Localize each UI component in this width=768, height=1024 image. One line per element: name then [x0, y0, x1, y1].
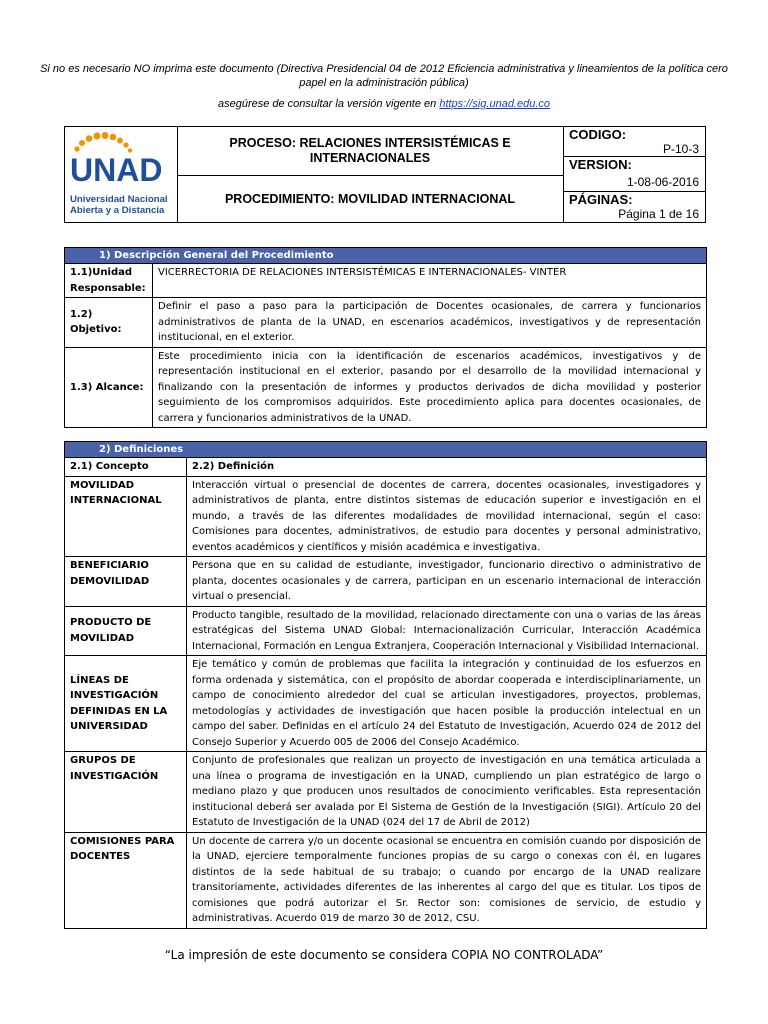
- sig-link[interactable]: https://sig.unad.edu.co: [439, 98, 551, 110]
- version-notice: [40, 97, 728, 111]
- code-label: CODIGO:: [569, 127, 627, 142]
- pages-label: PÁGINAS:: [569, 192, 633, 207]
- concept-column-header: 2.1) Concepto: [65, 458, 187, 477]
- section-1-title: 1) Descripción General del Procedimiento: [65, 248, 707, 264]
- concept-cell: LÍNEAS DE INVESTIGACIÓN DEFINIDAS EN LA UNIVERSIDAD: [65, 656, 187, 752]
- table-row: [65, 557, 707, 607]
- table-row: [65, 347, 707, 428]
- document-metadata: [564, 127, 705, 222]
- definition-cell: Conjunto de profesionales que realizan un proyecto de investigación en una temática articulada a una línea o programa de investigación en la UNAD, cumpliendo un plan estratégico de largo o mediano plazo y que producen unos resultados de conocimiento verificables. Esta representación institucional deberá ser avalada por El Sistema de Gestión de la Investigación (SIGI). Artículo 20 del Estatuto de Investigación de la UNAD (024 del 17 de Abril de 2012): [187, 752, 707, 833]
- row-label: 1.3) Alcance:: [65, 347, 153, 428]
- definition-cell: Persona que en su calidad de estudiante, investigador, funcionario directivo o administrativo de planta, docentes ocasionales y de carrera, participan en un escenario internacional de interacción virtual o presencial.: [187, 557, 707, 607]
- row-label: 1.2) Objetivo:: [65, 298, 153, 348]
- section-description-table: [64, 247, 707, 428]
- svg-text:Universidad Nacional: Universidad Nacional: [70, 194, 168, 205]
- concept-cell: BENEFICIARIO DEMOVILIDAD: [65, 557, 187, 607]
- section-2-title: 2) Definiciones: [65, 442, 707, 458]
- definition-column-header: 2.2) Definición: [187, 458, 707, 477]
- svg-text:UNAD: UNAD: [70, 152, 163, 188]
- definitions-table: [64, 441, 707, 929]
- procedure-title: PROCEDIMIENTO: MOVILIDAD INTERNACIONAL: [224, 192, 516, 206]
- table-row: [65, 606, 707, 656]
- definition-cell: Interacción virtual o presencial de docentes de carrera, docentes ocasionales, investigadores y administrativos de planta, entre distintos sistemas de educación superior e investigación en el mundo, a través de las diferentes modalidades de movilidad internacional, según el caso: Comisiones para docentes, administrativos, de estudio para docentes y personal administrativo, eventos académicos y científicos y misión académica e investigativa.: [187, 476, 707, 557]
- row-text: Este procedimiento inicia con la identificación de escenarios académicos, investigativos y de representación institucional en el exterior, pasando por el desarrollo de la movilidad internacional y finalizando con la presentación de informes y productos derivados de dicha movilidad y posterior seguimiento de los compromisos adquiridos. Este procedimiento aplica para docentes ocasionales, de carrera y funcionarios administrativos de la UNAD.: [153, 347, 707, 428]
- table-row: [65, 298, 707, 348]
- unad-logo: [65, 127, 178, 222]
- concept-cell: PRODUCTO DE MOVILIDAD: [65, 606, 187, 656]
- row-label: 1.1)Unidad Responsable:: [65, 264, 153, 298]
- definition-cell: Un docente de carrera y/o un docente ocasional se encuentra en comisión cuando por disposición de la UNAD, ejerciere temporalmente funciones propias de su cargo o conexas con él, en lugares distintos de la sede habitual de su trabajo; o cuando por encargo de la UNAD realizare transitoriamente, actividades diferentes de las inherentes al cargo del que es titular. Los tipos de comisiones que podrá autorizar el Sr. Rector son: comisiones de servicio, de estudio y administrativas. Acuerdo 019 de marzo 30 de 2012, CSU.: [187, 832, 707, 928]
- uncontrolled-copy-footer: “La impresión de este documento se considera COPIA NO CONTROLADA”: [164, 948, 604, 962]
- concept-cell: GRUPOS DE INVESTIGACIÓN: [65, 752, 187, 833]
- table-header-row: [65, 458, 707, 477]
- table-row: [65, 752, 707, 833]
- version-label: VERSION:: [569, 157, 632, 172]
- unad-logo-icon: [65, 127, 177, 222]
- document-header: [64, 126, 706, 223]
- concept-cell: COMISIONES PARA DOCENTES: [65, 832, 187, 928]
- svg-text:Abierta y a Distancia: Abierta y a Distancia: [70, 205, 165, 216]
- process-title: PROCESO: RELACIONES INTERSISTÉMICAS E INTERNACIONALES: [177, 127, 563, 176]
- definition-cell: Eje temático y común de problemas que facilita la integración y continuidad de los esfuerzos en forma ordenada y sistemática, con el propósito de abordar cooperada e interdisciplinariamente, un campo de conocimiento alrededor del cual se articulan investigadores, proyectos, problemas, metodologías y actividades de investigación que hacen posible la producción intelectual en un campo del saber. Definidas en el artículo 24 del Estatuto de Investigación, Acuerdo 024 de 2012 del Consejo Superior y Acuerdo 005 de 2006 del Consejo Académico.: [187, 656, 707, 752]
- code-value: P-10-3: [662, 142, 699, 156]
- pages-value: Página 1 de 16: [618, 207, 699, 221]
- print-notice: Si no es necesario NO imprima este documento (Directiva Presidencial 04 de 2012 Eficiencia administrativa y lineamientos de la política cero papel en la administración pública): [40, 63, 728, 89]
- version-notice-text: asegúrese de consultar la versión vigente en: [217, 98, 440, 110]
- table-row: [65, 264, 707, 298]
- version-value: 1-08-06-2016: [626, 175, 699, 189]
- table-row: [65, 832, 707, 928]
- table-row: [65, 476, 707, 557]
- concept-cell: MOVILIDAD INTERNACIONAL: [65, 476, 187, 557]
- definition-cell: Producto tangible, resultado de la movilidad, relacionado directamente con una o varias de las áreas estratégicas del Sistema UNAD Global: Internacionalización Curricular, Interacción Académica Internacional, Formación en Lengua Extranjera, Cooperación Internacional y Visibilidad Internacional.: [187, 606, 707, 656]
- table-row: [65, 656, 707, 752]
- row-text: VICERRECTORIA DE RELACIONES INTERSISTÉMICAS E INTERNACIONALES- VINTER: [153, 264, 707, 298]
- row-text: Definir el paso a paso para la participación de Docentes ocasionales, de carrera y funcionarios administrativos de planta de la UNAD, en escenarios académicos, investigativos y de representación institucional, en el exterior.: [153, 298, 707, 348]
